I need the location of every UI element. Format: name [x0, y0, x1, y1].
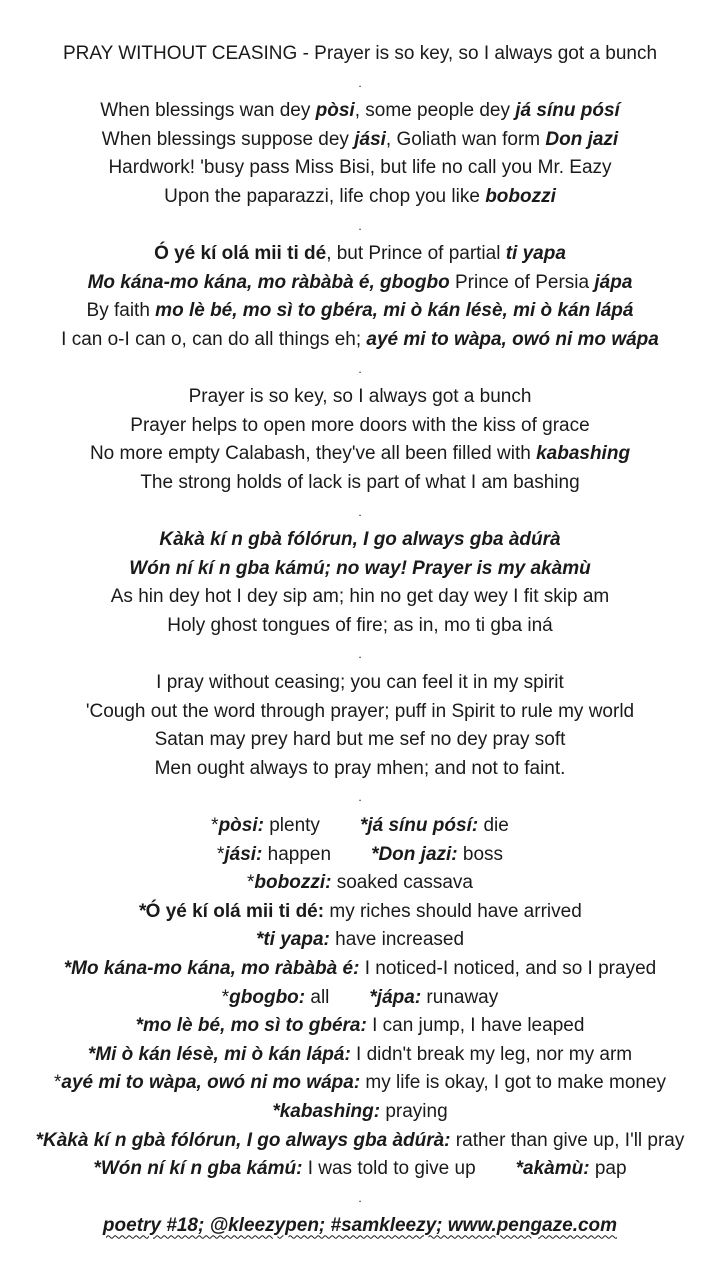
emphasis-segment: ayé mi to wàpa, owó ni mo wápa [366, 328, 659, 350]
text-segment: runaway [421, 986, 499, 1008]
text-segment: Upon the paparazzi, life chop you like [164, 185, 486, 207]
emphasis-segment: Ó yé kí olá mii ti dé [154, 243, 327, 265]
text-segment: The strong holds of lack is part of what I am bashing [140, 471, 580, 493]
emphasis-segment: jási: [224, 843, 263, 865]
poem-line [0, 412, 720, 441]
text-segment: By faith [86, 300, 156, 322]
text-segment: Prayer helps to open more doors with the kiss of grace [130, 414, 590, 436]
stanza [0, 526, 720, 640]
emphasis-segment: bobozzi: [254, 872, 332, 894]
emphasis-segment: Mo kána-mo kána, mo ràbàbà é, gbogbo [87, 271, 450, 293]
text-segment: rather than give up, I'll pray [450, 1129, 685, 1151]
poem-line [0, 154, 720, 183]
poem-line [0, 755, 720, 784]
text-segment: I didn't break my leg, nor my arm [350, 1043, 633, 1065]
glossary-line [0, 869, 720, 898]
glossary-line [0, 984, 720, 1013]
stanza [0, 669, 720, 783]
stanza-separator: . [358, 218, 362, 233]
text-segment: boss [457, 843, 504, 865]
emphasis-segment: Wón ní kí n gba kámú; no way! Prayer is my akàmù [129, 557, 591, 579]
poem-line [0, 126, 720, 155]
emphasis-segment: já sínu pósí [515, 100, 620, 122]
text-segment: Holy ghost tongues of fire; as in, mo ti gba iná [167, 614, 553, 636]
text-segment: When blessings suppose dey [101, 128, 355, 150]
emphasis-segment: * [255, 929, 264, 951]
text-segment: pap [589, 1158, 627, 1180]
poem-line [0, 440, 720, 469]
text-segment: 'Cough out the word through prayer; puff in Spirit to rule my world [85, 700, 635, 722]
poem-line [0, 469, 720, 498]
emphasis-segment: *Kàkà kí n gbà fólórun, I go always gba àdúrà: [35, 1129, 451, 1151]
poem-line [0, 726, 720, 755]
glossary-line [0, 1012, 720, 1041]
footer-credits: poetry #18; @kleezypen; #samkleezy; www.pengaze.com [102, 1215, 618, 1237]
text-segment: Prayer is so key, so I always got a bunch [188, 386, 532, 408]
text-segment: , Goliath wan form [385, 128, 546, 150]
text-segment: plenty [263, 815, 320, 837]
poem-body [0, 69, 720, 1213]
text-segment: my riches should have arrived [324, 900, 582, 922]
stanza-separator: . [358, 504, 362, 519]
text-segment: , but Prince of partial [326, 243, 506, 265]
emphasis-segment: bobozzi [485, 185, 556, 207]
footer-line [0, 1212, 720, 1241]
emphasis-segment: *Mi ò kán lésè, mi ò kán lápá: [87, 1043, 351, 1065]
text-segment: No more empty Calabash, they've all been filled with [89, 443, 537, 465]
text-segment: die [478, 815, 509, 837]
emphasis-segment: gbogbo: [229, 986, 306, 1008]
text-segment: I pray without ceasing; you can feel it in my spirit [156, 672, 564, 694]
glossary-line [0, 1041, 720, 1070]
glossary-line [0, 926, 720, 955]
glossary-line [0, 1127, 720, 1156]
text-segment: * [247, 872, 255, 894]
stanza-separator: . [358, 361, 362, 376]
stanza-separator: . [358, 647, 362, 662]
text-segment: As hin dey hot I dey sip am; hin no get day wey I fit skip am [110, 586, 610, 608]
text-segment: * [53, 1072, 62, 1094]
emphasis-segment: ayé mi to wàpa, owó ni mo wápa: [61, 1072, 361, 1094]
text-segment: have increased [329, 929, 465, 951]
poem-line [0, 383, 720, 412]
emphasis-segment: *Mo kána-mo kána, mo ràbàbà é: [63, 958, 360, 979]
poem-line [0, 698, 720, 727]
text-segment: Prince of Persia [449, 271, 595, 293]
glossary-line [0, 1155, 720, 1184]
stanza [0, 97, 720, 211]
poem-line [0, 583, 720, 612]
stanza [0, 240, 720, 354]
text-segment: happen [262, 843, 332, 865]
poem-line [0, 555, 720, 584]
glossary-line [0, 841, 720, 870]
emphasis-segment: Ó yé kí olá mii ti dé: [145, 900, 325, 922]
emphasis-segment: jási [354, 128, 386, 150]
text-segment: I can o-I can o, can do all things eh; [61, 328, 367, 350]
text-segment: When blessings wan dey [100, 100, 316, 122]
glossary-line [0, 1069, 720, 1098]
glossary-line [0, 955, 720, 984]
text-segment: praying [380, 1100, 448, 1122]
emphasis-segment: *já sínu pósí: [359, 815, 479, 837]
emphasis-segment: *jápa: [369, 986, 422, 1008]
emphasis-segment: Kàkà kí n gbà fólórun, I go always gba àdúrà [159, 529, 561, 551]
emphasis-segment: jápa [594, 271, 633, 293]
poem-line [0, 183, 720, 212]
emphasis-segment: *kabashing: [272, 1100, 381, 1122]
poem-line [0, 97, 720, 126]
text-segment: , some people dey [354, 100, 516, 122]
glossary-line [0, 1098, 720, 1127]
poem-title: PRAY WITHOUT CEASING - Prayer is so key, so I always got a bunch [62, 43, 658, 64]
text-segment: * [221, 986, 230, 1008]
emphasis-segment: Don jazi [545, 128, 619, 150]
text-segment: I noticed-I noticed, and so I prayed [359, 958, 657, 979]
text-segment: * [211, 815, 219, 837]
stanza [0, 383, 720, 497]
poem-line [0, 297, 720, 326]
emphasis-segment: ti yapa [505, 243, 566, 265]
emphasis-segment: *mo lè bé, mo sì to gbéra: [135, 1015, 367, 1037]
text-segment: I can jump, I have leaped [366, 1015, 585, 1037]
text-segment: Satan may prey hard but me sef no dey pray soft [154, 729, 566, 751]
emphasis-segment: kabashing [536, 443, 631, 465]
poem-line [0, 612, 720, 641]
poem-line [0, 526, 720, 555]
glossary-line [0, 898, 720, 927]
emphasis-segment: *Don jazi: [371, 843, 458, 865]
stanza-separator: . [358, 75, 362, 90]
stanza-separator: . [358, 790, 362, 805]
poem-line [0, 269, 720, 298]
text-segment: Hardwork! 'busy pass Miss Bisi, but life no call you Mr. Eazy [108, 157, 612, 179]
text-segment: all [305, 986, 330, 1008]
emphasis-segment: mo lè bé, mo sì to gbéra, mi ò kán lésè, mi ò kán lápá [155, 300, 634, 322]
text-segment: Men ought always to pray mhen; and not to faint. [154, 757, 566, 779]
emphasis-segment: *Wón ní kí n gba kámú: [93, 1158, 303, 1180]
glossary-line [0, 812, 720, 841]
emphasis-segment: *akàmù: [515, 1158, 590, 1180]
emphasis-segment: pòsi: [218, 815, 264, 837]
text-segment: my life is okay, I got to make money [360, 1072, 667, 1094]
emphasis-segment: pòsi [315, 100, 355, 122]
poem-line [0, 669, 720, 698]
poem-line [0, 240, 720, 269]
emphasis-segment: * [138, 900, 146, 922]
stanza-separator: . [358, 1190, 362, 1205]
glossary [0, 812, 720, 1184]
text-segment: I was told to give up [302, 1158, 476, 1180]
poem-line [0, 326, 720, 355]
emphasis-segment: ti yapa: [263, 929, 330, 951]
text-segment: soaked cassava [331, 872, 473, 894]
text-segment: * [216, 843, 225, 865]
